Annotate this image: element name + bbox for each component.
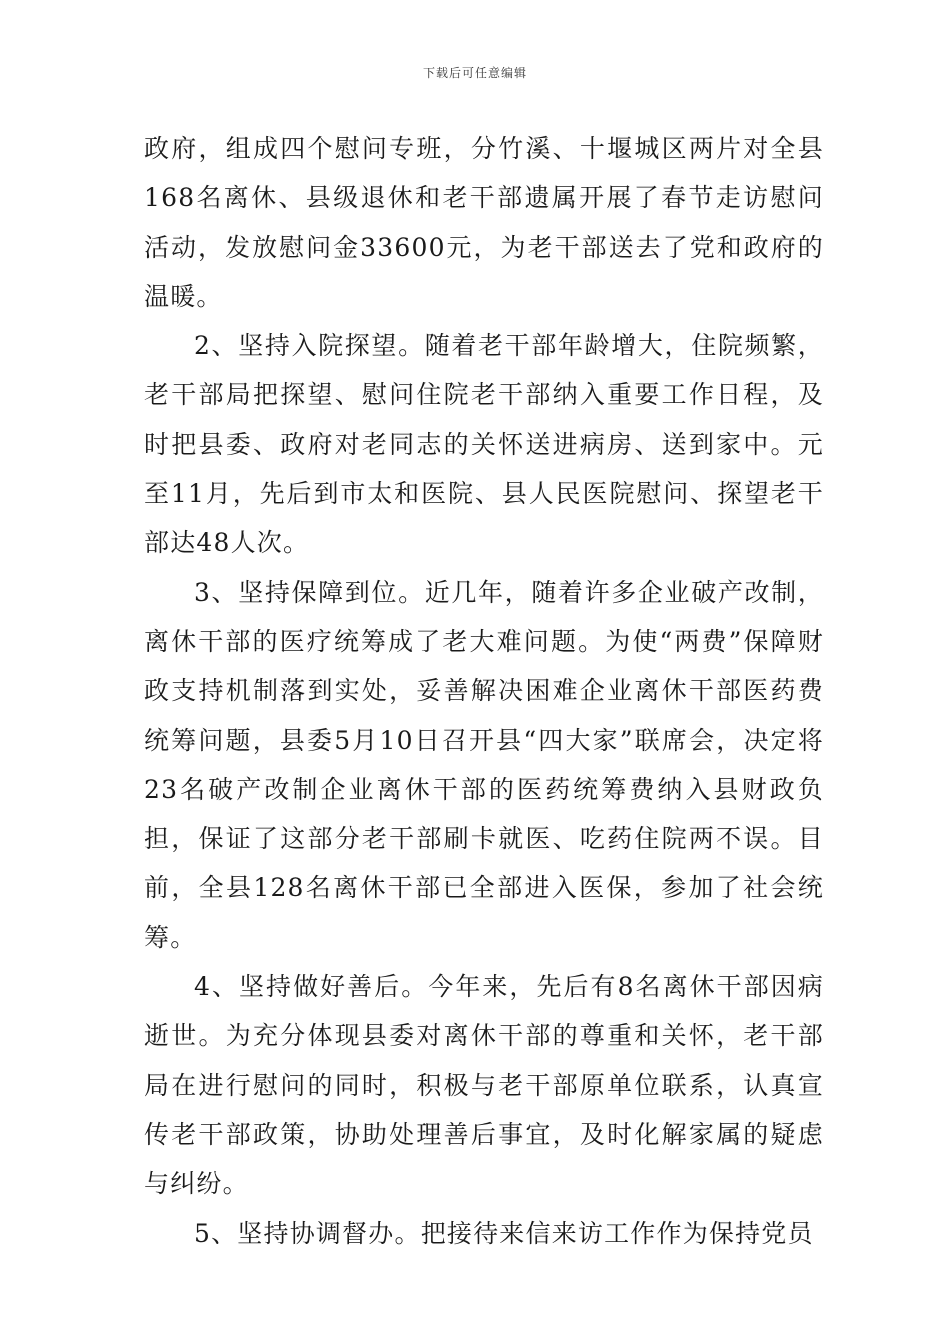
document-body bbox=[144, 124, 824, 1258]
paragraph-medical-guarantee: 3、坚持保障到位。近几年，随着许多企业破产改制，离休干部的医疗统筹成了老大难问题。为使“两费”保障财政支持机制落到实处，妥善解决困难企业离休干部医药费统筹问题，县委5月10日召开县“四大家”联席会，决定将23名破产改制企业离休干部的医药统筹费纳入县财政负担，保证了这部分老干部刷卡就医、吃药住院两不误。目前，全县128名离休干部已全部进入医保，参加了社会统筹。 bbox=[144, 577, 824, 952]
paragraph-coordination: 5、坚持协调督办。把接待来信来访工作作为保持党员 bbox=[194, 1218, 814, 1248]
paragraph-hospital-visits: 2、坚持入院探望。随着老干部年龄增大，住院频繁，老干部局把探望、慰问住院老干部纳入重要工作日程，及时把县委、政府对老同志的关怀送进病房、送到家中。元至11月，先后到市太和医院、县人民医院慰问、探望老干部达48人次。 bbox=[144, 331, 824, 558]
page-header: 下载后可任意编辑 bbox=[422, 66, 527, 80]
paragraph-condolence-visits: 政府，组成四个慰问专班，分竹溪、十堰城区两片对全县168名离休、县级退休和老干部遗属开展了春节走访慰问活动，发放慰问金33600元，为老干部送去了党和政府的温暖。 bbox=[144, 134, 824, 311]
paragraph-aftercare: 4、坚持做好善后。今年来，先后有8名离休干部因病逝世。为充分体现县委对离休干部的尊重和关怀，老干部局在进行慰问的同时，积极与老干部原单位联系，认真宣传老干部政策，协助处理善后事宜，及时化解家属的疑虑与纠纷。 bbox=[144, 972, 824, 1199]
